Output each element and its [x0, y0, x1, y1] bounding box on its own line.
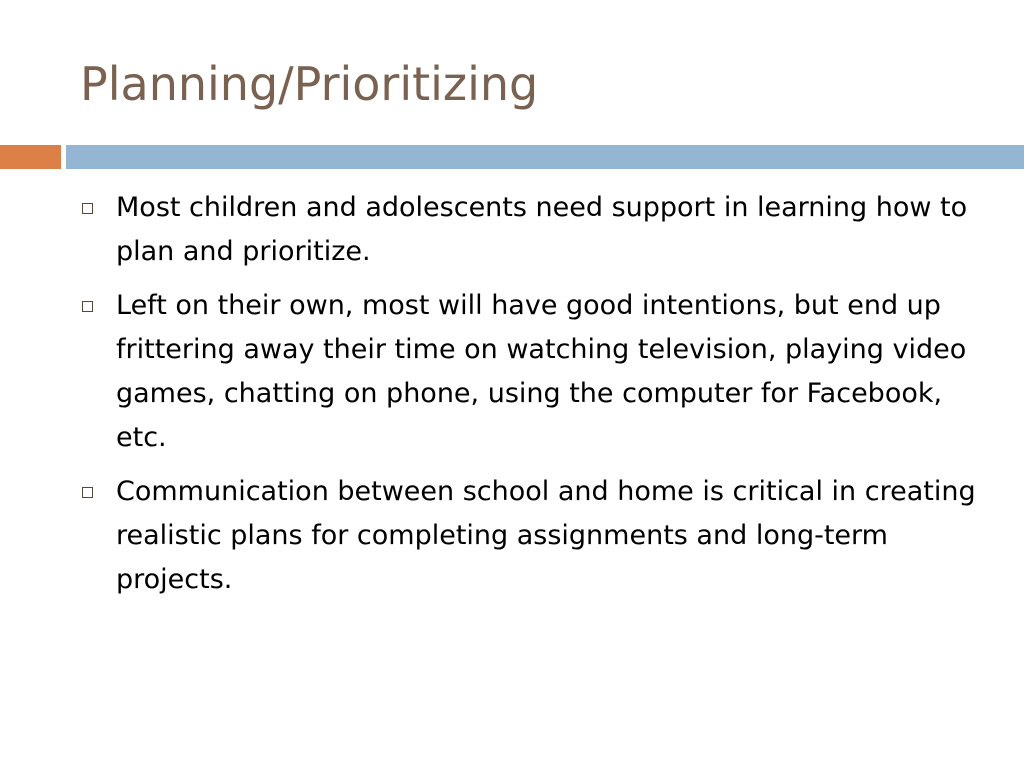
- bullet-text: Most children and adolescents need support in learning how to plan and prioritize.: [116, 192, 968, 267]
- bullet-text: Communication between school and home is critical in creating realistic plans for completing assignments and long-term projects.: [116, 476, 976, 595]
- bullet-item: [80, 470, 980, 602]
- bullet-list: [80, 186, 980, 612]
- slide-title: Planning/Prioritizing: [80, 57, 539, 111]
- bullet-item: [80, 186, 980, 274]
- hollow-square-icon: [82, 487, 93, 498]
- bullet-item: [80, 284, 980, 460]
- hollow-square-icon: [82, 301, 93, 312]
- title-rule-orange: [0, 145, 61, 169]
- hollow-square-icon: [82, 203, 93, 214]
- title-rule-blue: [66, 145, 1024, 169]
- bullet-text: Left on their own, most will have good intentions, but end up frittering away their time on watching television, playing video games, chatting on phone, using the computer for Facebook, etc.: [116, 290, 967, 453]
